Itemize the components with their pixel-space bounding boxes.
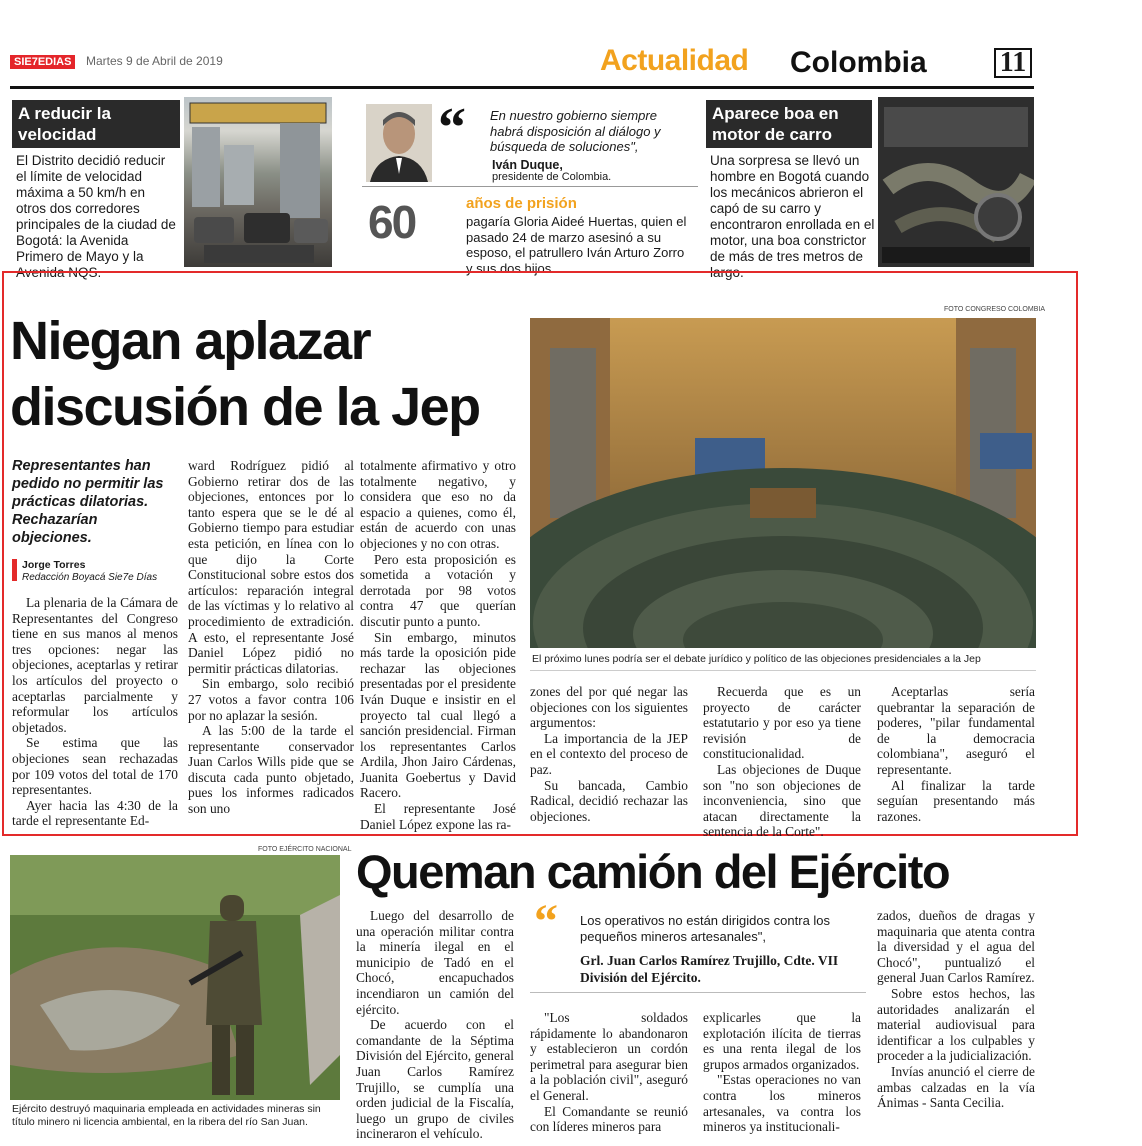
quote-mark-icon: “ xyxy=(534,895,558,948)
boa-photo xyxy=(878,97,1034,267)
chamber-illustration xyxy=(530,318,1036,648)
pull-quote: Los operativos no están dirigidos contra los pequeños mineros artesanales", xyxy=(580,913,831,944)
paragraph: ward Rodríguez pidió al Gobierno retirar dos de las objeciones, entonces por lo tanto espera que se le dé al Gobierno tiempo para estudiar esta petición, en línea con lo que dijo la Corte Constitucional sobre estos dos artículos: reparación integral de las víctimas y lo relativo al procedimiento de extradición. A esto, el representante José Daniel López pidió no permitir prácticas dilatorias. xyxy=(188,458,354,676)
photo-credit: FOTO CONGRESO COLOMBIA xyxy=(944,306,1045,313)
portrait-illustration xyxy=(366,104,432,182)
paragraph: Recuerda que es un proyecto de carácter estatutario y por eso ya tiene revisión de constitucionalidad. xyxy=(703,684,861,762)
caption-rule xyxy=(530,670,1036,671)
congress-photo xyxy=(530,318,1036,648)
paragraph: La importancia de la JEP en el contexto del proceso de paz. xyxy=(530,730,688,777)
engine-illustration xyxy=(878,97,1034,267)
paragraph: Sobre estos hechos, las autoridades analizarán el material audiovisual para identificar a los culpables y proceder a la judicialización. xyxy=(877,985,1035,1064)
article-column-3 xyxy=(703,1010,861,1135)
stat-label: años de prisión xyxy=(466,195,577,212)
paragraph: Pero esta proposición es sometida a votación y derrotada por 98 votos contra 47 que querían discutir punto a punto. xyxy=(360,551,516,629)
paragraph: zados, dueños de dragas y maquinaria que atenta contra la diversidad y el agua del Chocó", puntualizó el general Juan Carlos Ramírez. xyxy=(877,908,1035,986)
paragraph: El Comandante se reunió con líderes mineros para xyxy=(530,1103,688,1135)
section-title-b: Colombia xyxy=(790,46,927,79)
photo-caption: El próximo lunes podría ser el debate jurídico y político de las objeciones presidenciales a la Jep xyxy=(532,653,981,665)
paragraph: "Los soldados rápidamente lo abandonaron y establecieron un cordón perimetral para asegurar bien a la población civil", aseguró el General. xyxy=(530,1010,688,1103)
quote-mark-icon: “ xyxy=(438,97,466,159)
paragraph: Al finalizar la tarde seguían presentando más razones. xyxy=(877,777,1035,824)
paragraph: Luego del desarrollo de una operación militar contra la minería ilegal en el municipio de Tadó en el Chocó, encapuchados incendiaron un camión del ejército. xyxy=(356,908,514,1017)
paragraph: A las 5:00 de la tarde el representante conservador Juan Carlos Wills pide que se discuta cada punto objetado, pues los informes radicados son uno xyxy=(188,723,354,817)
article-headline: Niegan aplazar discusión de la Jep xyxy=(10,311,480,437)
brief-body: Una sorpresa se llevó un hombre en Bogotá cuando los mecánicos abrieron el capó de su carro y encontraron enrollada en el motor, una boa constrictor de más de tres metros de largo. xyxy=(710,153,875,280)
paragraph: "Estas operaciones no van contra los mineros artesanales, va contra los mineros ya institucionali- xyxy=(703,1072,861,1135)
paragraph: Se estima que las objeciones sean rechazadas por 109 votos del total de 170 representantes. xyxy=(12,735,178,798)
article-column-1 xyxy=(356,908,514,1142)
paragraph: Sin embargo, solo recibió 27 votos a favor contra 106 por no aplazar la sesión. xyxy=(188,676,354,723)
author-role: Redacción Boyacá Sie7e Días xyxy=(22,572,158,583)
army-photo xyxy=(10,855,340,1100)
paragraph: totalmente afirmativo y otro totalmente negativo, y considera que eso no da espacio a quienes, como él, están de acuerdo con unas objeciones y no con otras. xyxy=(360,458,516,551)
brand-logo: SIE7EDIAS xyxy=(10,55,75,69)
photo-caption: Ejército destruyó maquinaria empleada en actividades mineras sin título minero ni licencia ambiental, en la ribera del río San Juan. xyxy=(12,1103,321,1128)
quote-text: En nuestro gobierno siempre habrá disposición al diálogo y búsqueda de soluciones", xyxy=(490,108,661,154)
paragraph: Ayer hacia las 4:30 de la tarde el representante Ed- xyxy=(12,797,178,829)
article-column-1 xyxy=(12,595,178,829)
article-column-3 xyxy=(360,458,516,832)
paragraph: Su bancada, Cambio Radical, decidió rechazar las objeciones. xyxy=(530,777,688,824)
page-number: 11 xyxy=(994,48,1032,78)
paragraph: Las objeciones de Duque son "no son objeciones de inconveniencia, sino que atacan directamente la sentencia de la Corte". xyxy=(703,761,861,840)
article-column-4 xyxy=(877,908,1035,1111)
quote-rule xyxy=(530,992,866,993)
author-marker xyxy=(12,559,17,581)
paragraph: Invías anunció el cierre de ambas calzadas en la vía Ánimas - Santa Cecilia. xyxy=(877,1063,1035,1111)
duque-portrait xyxy=(366,104,432,182)
header-rule xyxy=(10,86,1034,89)
article-headline: Queman camión del Ejército xyxy=(356,845,950,898)
pull-quote-author: Grl. Juan Carlos Ramírez Trujillo, Cdte. VII División del Ejército. xyxy=(580,953,839,985)
paragraph: Aceptarlas sería quebrantar la separación de poderes, "pilar fundamental de la democracia colombiana", aseguró el representante. xyxy=(877,684,1035,777)
issue-date: Martes 9 de Abril de 2019 xyxy=(86,54,223,68)
section-title-a: Actualidad xyxy=(600,44,749,77)
stat-body: pagaría Gloria Aideé Huertas, quien el pasado 24 de marzo asesinó a su esposo, el patrullero Iván Arturo Zorro y sus dos hijos. xyxy=(466,214,687,276)
photo-credit: FOTO EJÉRCITO NACIONAL xyxy=(258,846,352,853)
article-column-6 xyxy=(877,684,1035,824)
army-illustration xyxy=(10,855,340,1100)
brief-divider xyxy=(362,186,698,187)
paragraph: Sin embargo, minutos más tarde la oposición pide rechazar las objeciones presentadas por el presidente Iván Duque e insistir en el proyecto tal cual llegó a sanción presidencial. Firman los representantes Carlos Ardila, Jhon Jairo Cárdenas, Juanita Goebertus y David Racero. xyxy=(360,629,516,801)
brief-title: Aparece boa en motor de carro xyxy=(706,100,872,148)
traffic-illustration xyxy=(184,97,332,267)
paragraph: De acuerdo con el comandante de la Séptima División del Ejército, general Juan Carlos Ramírez Trujillo, se cumplía una orden judicial de la Fiscalía, luego un grupo de civiles incineraron el vehículo. xyxy=(356,1017,514,1142)
article-summary: Representantes han pedido no permitir las prácticas dilatorias. Rechazarían objeciones. xyxy=(12,458,164,546)
article-column-4 xyxy=(530,684,688,824)
traffic-photo xyxy=(184,97,332,267)
brief-title: A reducir la velocidad xyxy=(12,100,180,148)
brief-body: El Distrito decidió reducir el límite de velocidad máxima a 50 km/h en otros dos corredores principales de la ciudad de Bogotá: la Avenida Primero de Mayo y la Avenida NQS. xyxy=(16,153,176,280)
article-column-2 xyxy=(188,458,354,817)
stat-number: 60 xyxy=(368,196,416,248)
paragraph: zones del por qué negar las objeciones con los siguientes argumentos: xyxy=(530,684,688,731)
quote-speaker: Iván Duque, xyxy=(492,158,563,172)
article-column-2 xyxy=(530,1010,688,1135)
paragraph: explicarles que la explotación ilícita de tierras es una renta ilegal de los grupos armados organizados. xyxy=(703,1010,861,1072)
author-name: Jorge Torres xyxy=(22,559,86,571)
quote-role: presidente de Colombia. xyxy=(492,171,612,183)
paragraph: La plenaria de la Cámara de Representantes del Congreso tiene en sus manos al menos tres opciones: negar las objeciones, aceptarlas y retirar los artículos del proyecto o aceptarlas parcialmente y reformular los artículos objetados. xyxy=(12,595,178,735)
article-column-5 xyxy=(703,684,861,840)
paragraph: El representante José Daniel López expone las ra- xyxy=(360,801,516,832)
